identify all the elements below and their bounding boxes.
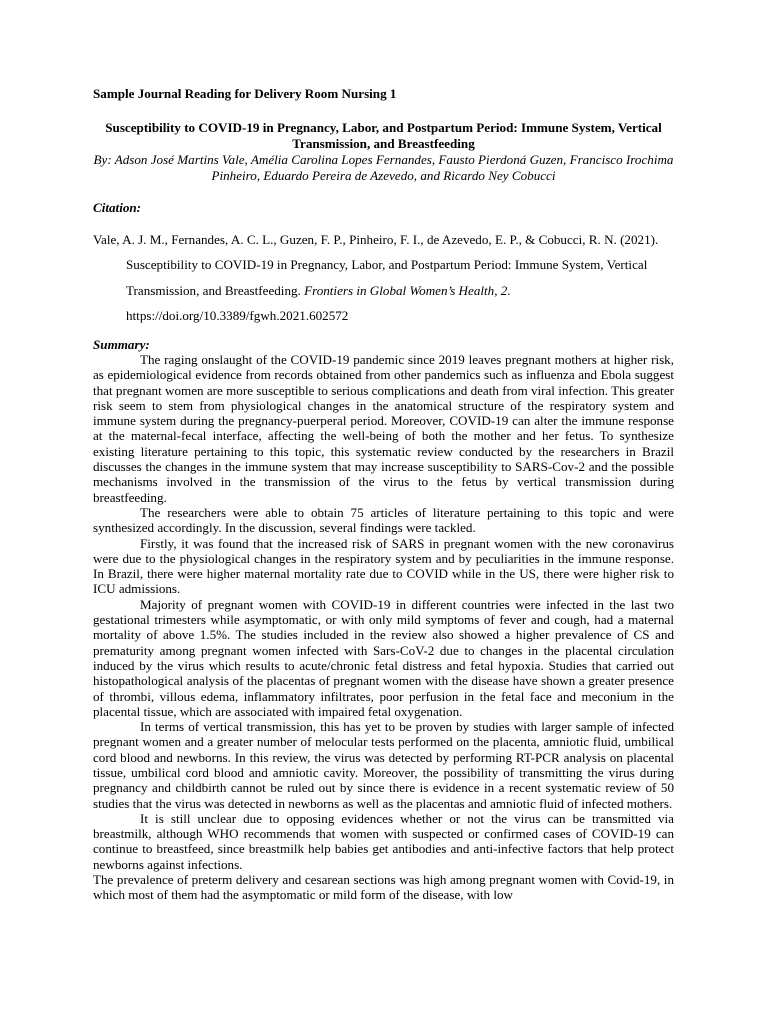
citation-main: Vale, A. J. M., Fernandes, A. C. L., Guzen, F. P., Pinheiro, F. I., de Azevedo, E. P., & Cobucci, R. N. (2021). Susceptibility to COVID-19 in Pregnancy, Labor, and Postpartum Period: Immune System, Vertical Transmission, and Breastfeeding. <box>93 231 659 298</box>
summary-paragraph: The raging onslaught of the COVID-19 pandemic since 2019 leaves pregnant mothers at higher risk, as epidemiological evidence from records obtained from other pandemics such as influenza and Ebola suggest that pregnant women are more susceptible to serious complications and death from viral infection. This greater risk seem to stem from physiological changes in the anatomical structure of the respiratory system and immune system during the pregnancy-puerperal period. Moreover, COVID-19 can alter the immune response at the maternal-fecal interface, affecting the well-being of both the mother and her fetus. To synthesize existing literature pertaining to this topic, this systematic review conducted by the researchers in Brazil discusses the changes in the immune system that may increase susceptibility to SARS-Cov-2 and the possible mechanisms involved in the transmission of the virus to the fetus by vertical transmission during breastfeeding. <box>93 351 674 505</box>
citation-label: Citation: <box>93 200 142 216</box>
citation-journal-period: . <box>507 282 511 298</box>
summary-paragraph: Majority of pregnant women with COVID-19 in different countries were infected in the last two gestational trimesters while asymptomatic, or with only mild symptoms of fever and cough, had a maternal mortality of above 1.5%. The studies included in the review also showed a higher prevalence of CS and prematurity among pregnant women infected with Sars-CoV-2 due to changes in the placental circulation induced by the virus which results to acute/chronic fetal distress and fetal hypoxia. Studies that carried out histopathological analysis of the placentas of pregnant women with the disease have shown a greater presence of thrombi, villous edema, inflammatory infiltrates, poor perfusion in the fetal face and meconium in the placental tissue, which are associated with impaired fetal oxygenation. <box>93 596 674 719</box>
citation-journal: Frontiers in Global Women’s Health, 2 <box>304 282 508 298</box>
summary-paragraph-final: The prevalence of preterm delivery and cesarean sections was high among pregnant women with Covid-19, in which most of them had the asymptomatic or mild form of the disease, with low <box>93 872 674 903</box>
citation-text <box>93 227 674 329</box>
summary-label: Summary: <box>93 336 150 352</box>
article-title: Susceptibility to COVID-19 in Pregnancy, Labor, and Postpartum Period: Immune System, Vertical Transmission, and Breastfeeding <box>105 120 662 152</box>
summary-paragraph: The researchers were able to obtain 75 articles of literature pertaining to this topic and were synthesized accordingly. In the discussion, several findings were tackled. <box>93 504 674 536</box>
document-heading: Sample Journal Reading for Delivery Room Nursing 1 <box>93 86 397 101</box>
article-authors: By: Adson José Martins Vale, Amélia Carolina Lopes Fernandes, Fausto Pierdoná Guzen, Francisco Irochima Pinheiro, Eduardo Pereira de Azevedo, and Ricardo Ney Cobucci <box>93 152 674 183</box>
citation-doi: https://doi.org/10.3389/fgwh.2021.602572 <box>126 308 349 324</box>
summary-paragraph: Firstly, it was found that the increased risk of SARS in pregnant women with the new coronavirus were due to the physiological changes in the respiratory system and by peculiarities in the immune response. In Brazil, there were higher maternal mortality rate due to COVID while in the US, there were higher risk to ICU admissions. <box>93 535 674 597</box>
document-page <box>93 86 674 903</box>
summary-paragraph: In terms of vertical transmission, this has yet to be proven by studies with larger sample of infected pregnant women and a greater number of melocular tests performed on the placenta, amniotic fluid, umbilical cord blood and newborns. In this review, the virus was detected by performing RT-PCR analysis on placental tissue, umbilical cord blood and amniotic cavity. Moreover, the possibility of transmitting the virus during pregnancy and childbirth cannot be ruled out by since there is evidence in a recent systematic review of 50 studies that the virus was detected in newborns as well as the placentas and amniotic fluid of infected mothers. <box>93 719 674 811</box>
summary-paragraph: It is still unclear due to opposing evidences whether or not the virus can be transmitted via breastmilk, although WHO recommends that women with suspected or confirmed cases of COVID-19 can continue to breastfeed, since breastmilk help babies get antibodies and anti-infective factors that help protect newborns against infections. <box>93 810 674 872</box>
